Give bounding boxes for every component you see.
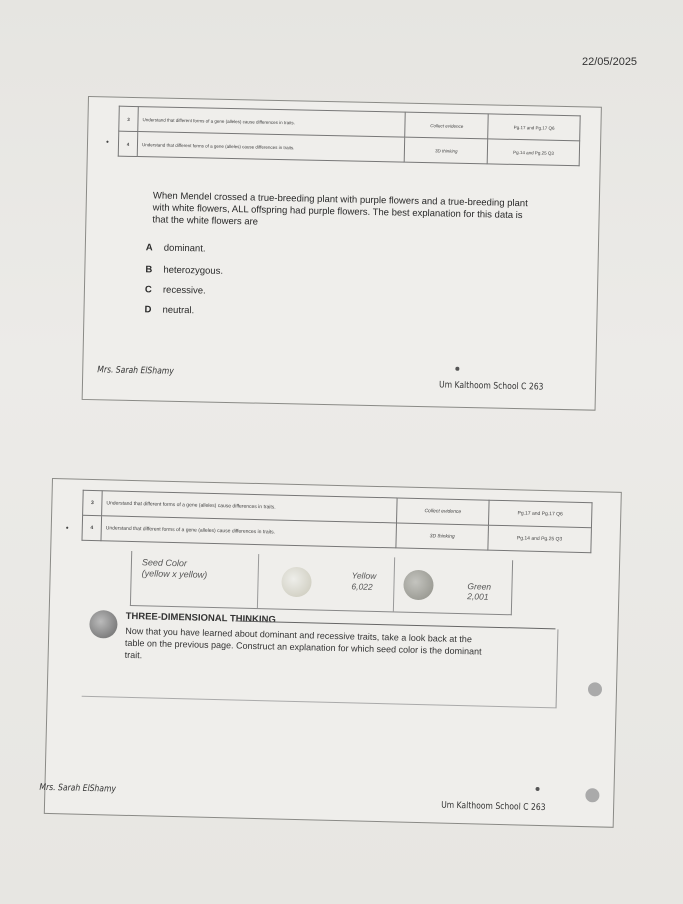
choice-a[interactable] bbox=[146, 242, 206, 254]
circle-mark bbox=[588, 682, 602, 696]
column-divider bbox=[393, 557, 395, 611]
objective-number: 4 bbox=[118, 131, 138, 156]
school-name: Um Kalthoom School C 263 bbox=[440, 800, 546, 814]
bullet-dot: • bbox=[65, 523, 69, 533]
choice-letter: A bbox=[145, 242, 153, 254]
objective-text: Understand that different forms of a gene (alleles) cause differences in traits. bbox=[138, 107, 406, 138]
dot-mark bbox=[455, 367, 459, 371]
three-d-title: THREE-DIMENSIONAL THINKING bbox=[125, 610, 276, 626]
seed-label-line2: (yellow x yellow) bbox=[141, 568, 208, 580]
activity-text: Collect evidence bbox=[405, 112, 488, 139]
pages-text: Pg.14 and Pg.25 Q3 bbox=[488, 139, 580, 166]
three-d-text: Now that you have learned about dominant and recessive traits, take a look back at the table on the previous page. Construct an explanation for which seed color is the dominant trait. bbox=[124, 625, 482, 661]
objective-text: Understand that different forms of a gene (alleles) cause differences in traits. bbox=[137, 132, 405, 163]
three-d-panel bbox=[39, 478, 622, 828]
question-text: When Mendel crossed a true-breeding plant with purple flowers and a true-breeding plant with white flowers, ALL offspring had purple flowers. The best explanation for this data is that the white flowers are bbox=[152, 190, 528, 228]
choice-letter: D bbox=[144, 304, 152, 316]
objective-text: Understand that different forms of a gene (alleles) cause differences in traits. bbox=[102, 491, 398, 523]
choice-letter: B bbox=[145, 264, 153, 276]
choice-label: dominant. bbox=[163, 242, 206, 255]
circle-mark bbox=[585, 788, 599, 802]
dot-mark bbox=[535, 787, 539, 791]
choice-letter: C bbox=[144, 284, 152, 296]
objective-number: 3 bbox=[83, 490, 103, 515]
school-name: Um Kalthoom School C 263 bbox=[438, 380, 544, 393]
choice-b[interactable] bbox=[145, 264, 223, 277]
objective-number: 3 bbox=[119, 106, 139, 131]
yellow-seed-info bbox=[351, 570, 376, 593]
activity-text: Collect evidence bbox=[397, 498, 489, 525]
yellow-count: 6,022 bbox=[351, 581, 373, 592]
yellow-label: Yellow bbox=[351, 570, 377, 581]
activity-text: 3D thinking bbox=[405, 137, 488, 164]
teacher-name: Mrs. Sarah ElShamy bbox=[39, 782, 117, 795]
objectives-table bbox=[118, 106, 581, 167]
choice-label: neutral. bbox=[162, 304, 195, 317]
date-text: 22/05/2025 bbox=[582, 56, 638, 68]
objectives-table bbox=[81, 490, 592, 553]
choice-d[interactable] bbox=[144, 304, 194, 316]
pages-text: Pg.14 and Pg.25 Q3 bbox=[488, 525, 592, 553]
yellow-pea-icon bbox=[281, 567, 312, 598]
choice-label: recessive. bbox=[162, 284, 206, 297]
pages-text: Pg.17 and Pg.17 Q6 bbox=[488, 500, 592, 528]
bullet-dot: • bbox=[105, 137, 109, 147]
seed-color-table bbox=[130, 551, 513, 615]
seed-color-label bbox=[142, 557, 208, 581]
activity-text: 3D thinking bbox=[396, 523, 488, 550]
choice-c[interactable] bbox=[145, 284, 206, 296]
objective-number: 4 bbox=[82, 515, 102, 540]
green-pea-icon bbox=[403, 570, 434, 601]
pages-text: Pg.17 and Pg.17 Q6 bbox=[488, 114, 580, 141]
question-panel bbox=[82, 96, 602, 411]
green-seed-info: Green 2,001 bbox=[467, 581, 492, 602]
teacher-name: Mrs. Sarah ElShamy bbox=[97, 365, 174, 377]
column-divider bbox=[257, 554, 259, 608]
choice-label: heterozygous. bbox=[163, 264, 224, 277]
objective-text: Understand that different forms of a gene (alleles) cause differences in traits. bbox=[101, 516, 397, 548]
seed-label-line1: Seed Color bbox=[141, 557, 188, 569]
